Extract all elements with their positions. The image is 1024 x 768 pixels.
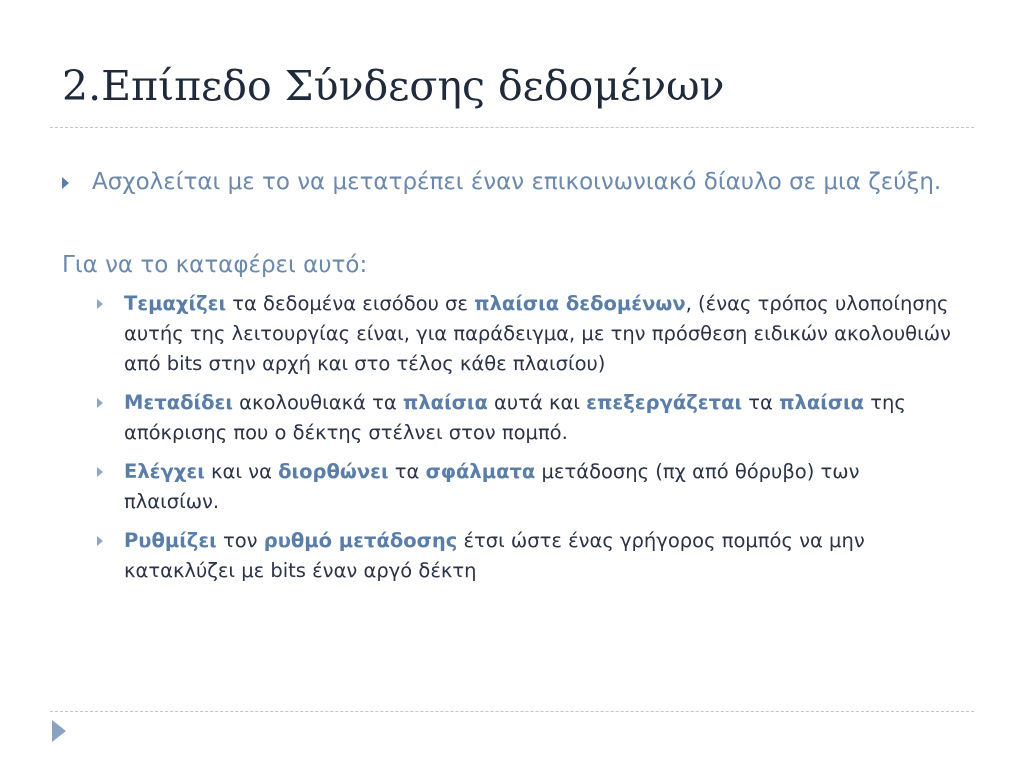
triangle-bullet-icon [97,398,103,408]
highlighted-term: Ρυθμίζει [124,529,217,552]
main-bullet-point [62,165,982,199]
highlighted-term: πλαίσια δεδομένων [474,292,686,315]
sub-bullet-text [124,292,951,375]
text-segment: έτσι ώστε ένας γρήγορος πομπός να μην κατακλύζει με bits έναν αργό δέκτη [124,529,865,582]
highlighted-term: ρυθμό μετάδοσης [263,529,458,552]
slide-title: 2.Επίπεδο Σύνδεσης δεδομένων [62,62,725,110]
main-bullet-text: Ασχολείται με το να μετατρέπει έναν επικοινωνιακό δίαυλο σε μια ζεύξη. [92,169,942,195]
sub-bullet-text [124,460,860,513]
text-segment: της απόκρισης που ο δέκτης στέλνει στον πομπό. [124,391,906,444]
highlighted-term: πλαίσια [779,391,865,414]
highlighted-term: Μεταδίδει [124,391,233,414]
text-segment: και να [204,460,279,483]
sub-bullet-text [124,529,865,582]
intro-text: Για να το καταφέρει αυτό: [62,252,368,278]
triangle-bullet-icon [97,536,103,546]
sub-bullet-item [94,289,954,379]
text-segment: τα [742,391,780,414]
highlighted-term: Ελέγχει [124,460,205,483]
footer-divider [50,711,974,712]
text-segment: , (ένας τρόπος υλοποίησης αυτής της λειτουργίας είναι, για παράδειγμα, με την πρόσθεση ειδικών ακολουθιών από bits στην αρχή και στο τέλος κάθε πλαισίου) [124,292,951,375]
text-segment: αυτά και [487,391,587,414]
highlighted-term: διορθώνει [278,460,389,483]
highlighted-term: σφάλματα [425,460,536,483]
highlighted-term: πλαίσια [402,391,488,414]
highlighted-term: Τεμαχίζει [124,292,227,315]
sub-bullet-item [94,457,954,517]
text-segment: ακολουθιακά τα [232,391,403,414]
sub-bullet-item [94,526,954,586]
highlighted-term: επεξεργάζεται [586,391,743,414]
play-arrow-icon[interactable] [52,720,66,742]
title-divider [50,127,974,128]
sub-bullet-text [124,391,906,444]
triangle-bullet-icon [62,177,69,189]
sub-bullet-item [94,388,954,448]
text-segment: τα δεδομένα εισόδου σε [226,292,475,315]
triangle-bullet-icon [97,467,103,477]
text-segment: τον [216,529,264,552]
sub-bullet-list [94,289,954,595]
text-segment: τα [388,460,426,483]
triangle-bullet-icon [97,299,103,309]
text-segment: μετάδοσης (πχ από θόρυβο) των πλαισίων. [124,460,860,513]
